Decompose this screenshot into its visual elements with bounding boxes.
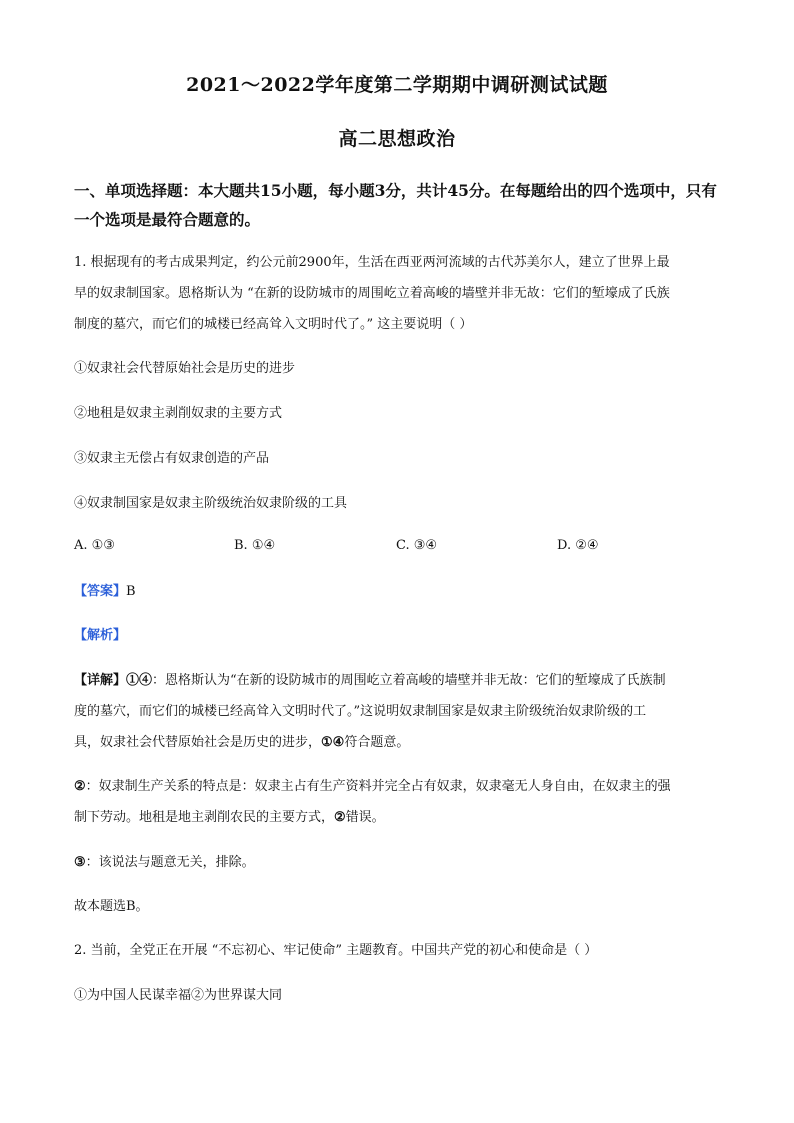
q1-stem-line-1: 1. 根据现有的考古成果判定，约公元前2900年，生活在西亚两河流域的古代苏美尔人，建立了世界上最 xyxy=(74,255,670,270)
q1-option-d: D. ②④ xyxy=(557,538,599,553)
q2-statement-1: ①为中国人民谋幸福②为世界谋大同 xyxy=(74,988,283,1003)
q1-analysis-heading xyxy=(74,626,729,646)
q1-answer xyxy=(74,582,729,602)
point2-line1-rest: ：奴隶制生产关系的特点是：奴隶主占有生产资料并完全占有奴隶，奴隶毫无人身自由，在奴隶主的强 xyxy=(85,779,671,794)
exam-subtitle: 高二思想政治 xyxy=(338,128,456,150)
q1-statement-4: ④奴隶制国家是奴隶主阶级统治奴隶阶级的工具 xyxy=(74,496,348,511)
q1-detail-line-3 xyxy=(74,733,729,753)
detail-line3-pre: 具，奴隶社会代替原始社会是历史的进步， xyxy=(74,735,322,750)
point3-rest: ：该说法与题意无关，排除。 xyxy=(85,855,255,870)
q1-option-a: A. ①③ xyxy=(74,538,115,553)
detail-line3-mark: ①④ xyxy=(321,735,345,750)
analysis-tag: 【解析】 xyxy=(74,628,127,643)
q2-stem: 2. 当前，全党正在开展 “不忘初心、牢记使命” 主题教育。中国共产党的初心和使命是（ ） xyxy=(74,943,598,958)
detail-tag: 【详解】 xyxy=(74,673,127,688)
q1-statement-1: ①奴隶社会代替原始社会是历史的进步 xyxy=(74,361,296,376)
q1-stem-line-3: 制度的墓穴，而它们的城楼已经高耸入文明时代了。” 这主要说明（ ） xyxy=(74,317,473,332)
detail-line1-rest: ：恩格斯认为“在新的设防城市的周围屹立着高峻的墙壁并非无故：它们的堑壕成了氏族制 xyxy=(152,673,666,688)
point2-line2-pre: 制下劳动。地租是地主剥削农民的主要方式， xyxy=(74,810,335,825)
q1-option-c: C. ③④ xyxy=(396,538,438,553)
q1-detail-line-1 xyxy=(74,671,729,691)
section-heading: 一、单项选择题：本大题共15小题，每小题3分，共计45分。在每题给出的四个选项中，只有一个选项是最符合题意的。 xyxy=(74,181,717,229)
q1-statement-2: ②地租是奴隶主剥削奴隶的主要方式 xyxy=(74,406,283,421)
detail-lead: ①④ xyxy=(126,673,153,688)
answer-value: B xyxy=(126,584,136,599)
q1-conclusion: 故本题选B。 xyxy=(74,899,149,914)
point2-line2-post: 错误。 xyxy=(345,810,385,825)
q1-detail-line-2: 度的墓穴，而它们的城楼已经高耸入文明时代了。”这说明奴隶制国家是奴隶主阶级统治奴隶阶级的工 xyxy=(74,704,647,719)
point3-lead: ③ xyxy=(74,855,86,870)
q1-point2-line-2 xyxy=(74,808,729,828)
exam-title: 2021～2022学年度第二学期期中调研测试试题 xyxy=(186,74,608,96)
point2-line2-mark: ② xyxy=(334,810,346,825)
q1-point3 xyxy=(74,853,729,873)
q1-statement-3: ③奴隶主无偿占有奴隶创造的产品 xyxy=(74,451,270,466)
detail-line3-post: 符合题意。 xyxy=(344,735,410,750)
q1-option-b: B. ①④ xyxy=(234,538,276,553)
q1-stem-line-2: 早的奴隶制国家。恩格斯认为 “在新的设防城市的周围屹立着高峻的墙壁并非无故：它们的堑壕成了氏族 xyxy=(74,286,670,301)
q1-point2-line-1 xyxy=(74,777,729,797)
answer-tag: 【答案】 xyxy=(74,584,127,599)
point2-lead: ② xyxy=(74,779,86,794)
